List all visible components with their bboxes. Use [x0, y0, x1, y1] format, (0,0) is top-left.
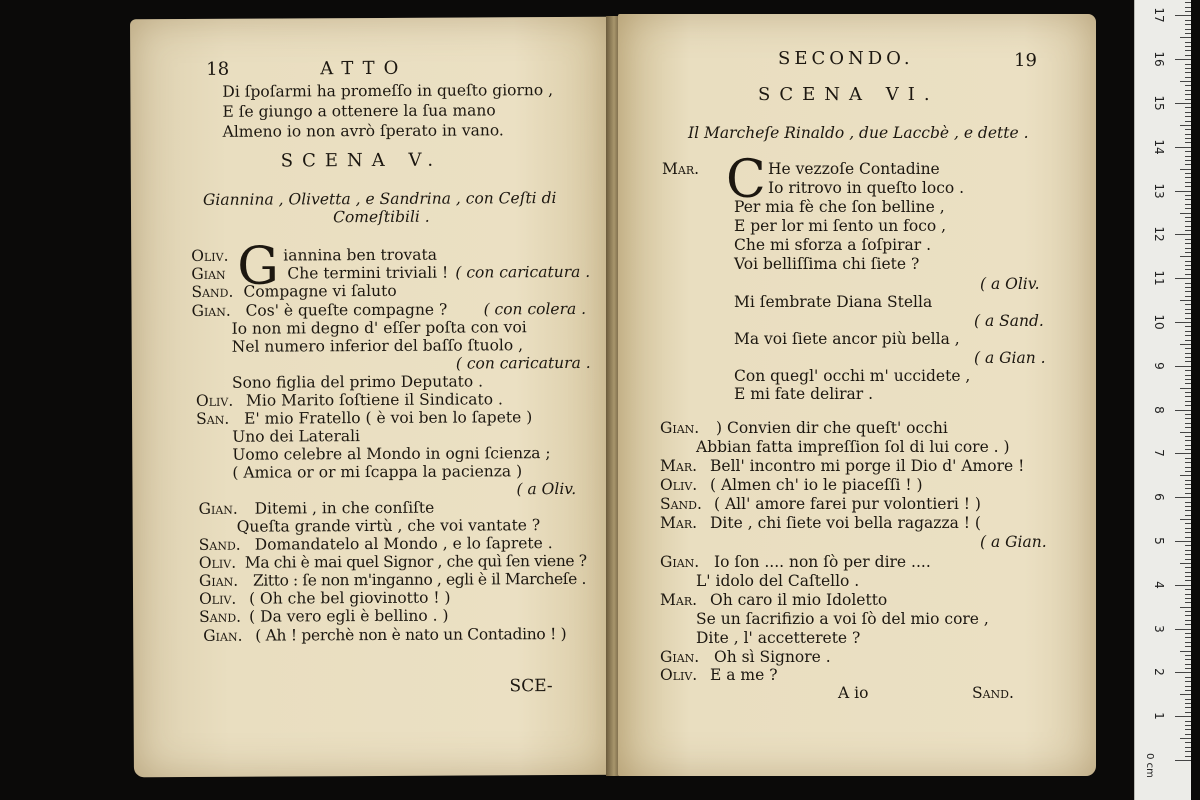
ruler-tick: [1185, 182, 1191, 183]
ruler-tick: [1185, 121, 1191, 122]
stage-direction: ( a Gian.: [980, 533, 1047, 551]
speaker: Gian.: [203, 626, 243, 645]
ruler-number: 16: [1152, 51, 1166, 67]
ruler-tick: [1185, 68, 1191, 69]
ruler-tick: [1185, 50, 1191, 51]
ruler-tick: [1185, 751, 1191, 752]
ruler-tick: [1185, 142, 1191, 143]
ruler-tick: [1185, 283, 1191, 284]
ruler-tick: [1185, 173, 1191, 174]
ruler-tick: [1175, 366, 1191, 367]
ruler-tick: [1185, 204, 1191, 205]
ruler-number: 4: [1152, 580, 1166, 589]
ruler-tick: [1180, 125, 1191, 126]
ruler-tick: [1185, 177, 1191, 178]
ruler-tick: [1185, 677, 1191, 678]
ruler-tick: [1185, 112, 1191, 113]
dialogue-line: ( Ah ! perchè non è nato un Contadino ! ): [255, 624, 567, 645]
ruler-tick: [1185, 510, 1191, 511]
speaker: Gian.: [660, 648, 700, 666]
dialogue-line: Ma chi è mai quel Signor , che quì ſen viene ?: [244, 551, 587, 572]
stage-direction: ( con caricatura .: [455, 353, 591, 373]
ruler-tick: [1185, 217, 1191, 218]
ruler-tick: [1185, 488, 1191, 489]
ruler-tick: [1180, 388, 1191, 389]
speaker: Oliv.: [195, 391, 234, 410]
ruler-tick: [1185, 2, 1191, 3]
dialogue-line: E' mio Fratello ( è voi ben lo ſapete ): [244, 408, 533, 428]
ruler-tick: [1185, 287, 1191, 288]
ruler-tick: [1185, 370, 1191, 371]
ruler-tick: [1185, 353, 1191, 354]
dialogue-line: Dite , l' accetterete ?: [696, 629, 861, 647]
ruler-tick: [1185, 712, 1191, 713]
ruler-tick: [1185, 274, 1191, 275]
dialogue-line: ( Almen ch' io le piaceſſi ! ): [710, 476, 923, 494]
ruler-tick: [1185, 134, 1191, 135]
dialogue-line: Che termini triviali !: [287, 263, 449, 283]
ruler-tick: [1185, 633, 1191, 634]
ruler-tick: [1185, 129, 1191, 130]
ruler-number: 12: [1152, 226, 1166, 243]
ruler-tick: [1185, 401, 1191, 402]
ruler-number: 6: [1152, 493, 1166, 501]
ruler-tick: [1175, 322, 1191, 323]
drop-cap: C: [726, 150, 766, 210]
ruler-tick: [1180, 563, 1191, 564]
ruler-number: 14: [1152, 139, 1166, 155]
ruler-tick: [1185, 449, 1191, 450]
ruler-tick: [1185, 703, 1191, 704]
dialogue-line: iannina ben trovata: [283, 245, 438, 265]
ruler-tick: [1185, 642, 1191, 643]
ruler-tick: [1180, 213, 1191, 214]
dialogue-line: Se un ſacrifizio a voi ſò del mio core ,: [696, 610, 989, 628]
ruler-number: 17: [1152, 7, 1166, 24]
dialogue-line: ( Da vero egli è bellino . ): [249, 606, 449, 626]
left-page: [130, 17, 614, 778]
scene-cast: Comeſtibili .: [333, 207, 430, 227]
dialogue-line: Cos' è queſte compagne ?: [245, 300, 448, 320]
stage-direction: ( con caricatura .: [455, 262, 591, 282]
dialogue-line: Con quegl' occhi m' uccidete ,: [734, 367, 971, 385]
speaker: Mar.: [662, 160, 700, 178]
ruler-tick: [1185, 747, 1191, 748]
ruler-tick: [1180, 651, 1191, 652]
ruler-tick: [1185, 664, 1191, 665]
dialogue-line: Queſta grande virtù , che voi vantate ?: [236, 516, 541, 536]
measurement-ruler: [1134, 0, 1191, 800]
speaker: Sand.: [660, 495, 702, 513]
page-number-right: 19: [1014, 50, 1037, 71]
ruler-tick: [1175, 629, 1191, 630]
ruler-tick: [1185, 681, 1191, 682]
ruler-tick: [1185, 107, 1191, 108]
dialogue-line: L' idolo del Caſtello .: [696, 572, 860, 590]
ruler-tick: [1185, 29, 1191, 30]
ruler-tick: [1185, 199, 1191, 200]
ruler-tick: [1185, 269, 1191, 270]
ruler-tick: [1185, 156, 1191, 157]
ruler-tick: [1185, 458, 1191, 459]
ruler-tick: [1185, 572, 1191, 573]
ruler-tick: [1180, 519, 1191, 520]
dialogue-line: Uomo celebre al Mondo in ogni ſcienza ;: [232, 444, 551, 464]
ruler-tick: [1185, 46, 1191, 47]
ruler-tick: [1185, 94, 1191, 95]
dialogue-line: Dite , chi ſiete voi bella ragazza ! (: [710, 514, 981, 532]
ruler-tick: [1185, 699, 1191, 700]
ruler-tick: [1185, 690, 1191, 691]
ruler-tick: [1175, 103, 1191, 104]
speaker: Mar.: [660, 457, 698, 475]
dialogue-line: Io ſon .... non ſò per dire ....: [714, 553, 931, 571]
ruler-tick: [1175, 497, 1191, 498]
speaker: Sand.: [191, 282, 234, 301]
ruler-tick: [1185, 624, 1191, 625]
ruler-tick: [1185, 598, 1191, 599]
ruler-tick: [1185, 440, 1191, 441]
ruler-tick: [1175, 453, 1191, 454]
dialogue-line: ( All' amore farei pur volontieri ! ): [714, 495, 981, 513]
verse-line: Almeno io non avrò ſperato in vano.: [222, 121, 504, 141]
running-head-right: SECONDO.: [778, 48, 914, 69]
dialogue-line: E a me ?: [710, 666, 778, 684]
ruler-tick: [1185, 248, 1191, 249]
ruler-tick: [1185, 725, 1191, 726]
ruler-number: 15: [1152, 95, 1166, 111]
ruler-tick: [1185, 265, 1191, 266]
dialogue-line: Zitto : ſe non m'inganno , egli è il Marcheſe .: [252, 569, 587, 590]
ruler-tick: [1185, 742, 1191, 743]
ruler-tick: [1185, 243, 1191, 244]
ruler-tick: [1185, 20, 1191, 21]
ruler-number: 3: [1152, 624, 1166, 633]
speaker: Gian.: [660, 553, 700, 571]
drop-cap: G: [237, 236, 280, 297]
ruler-tick: [1175, 234, 1191, 235]
dialogue-line: ( Amica or or mi ſcappa la pacienza ): [232, 462, 523, 482]
ruler-tick: [1185, 462, 1191, 463]
speaker: San.: [196, 409, 230, 428]
speaker: Gian.: [660, 419, 700, 437]
scene-title-right: SCENA VI.: [758, 84, 939, 105]
ruler-tick: [1185, 42, 1191, 43]
ruler-number: 7: [1152, 449, 1166, 458]
speaker: Sand.: [199, 607, 242, 626]
ruler-tick: [1185, 340, 1191, 341]
ruler-tick: [1185, 545, 1191, 546]
ruler-tick: [1185, 532, 1191, 533]
dialogue-line: Oh sì Signore .: [714, 648, 831, 666]
ruler-tick: [1185, 230, 1191, 231]
scene-cast: Giannina , Olivetta , e Sandrina , con Ceſti di: [202, 189, 557, 209]
ruler-tick: [1175, 541, 1191, 542]
ruler-tick: [1185, 523, 1191, 524]
ruler-tick: [1185, 550, 1191, 551]
ruler-tick: [1185, 90, 1191, 91]
dialogue-line: Per mia fè che ſon belline ,: [734, 198, 945, 216]
ruler-tick: [1185, 580, 1191, 581]
ruler-tick: [1185, 405, 1191, 406]
ruler-tick: [1185, 296, 1191, 297]
speaker: Oliv.: [198, 553, 237, 572]
ruler-tick: [1175, 585, 1191, 586]
ruler-number: 10: [1152, 314, 1166, 330]
ruler-tick: [1185, 99, 1191, 100]
ruler-tick: [1180, 738, 1191, 739]
ruler-tick: [1185, 427, 1191, 428]
ruler-tick: [1185, 467, 1191, 468]
ruler-tick: [1185, 418, 1191, 419]
ruler-tick: [1180, 37, 1191, 38]
ruler-tick: [1175, 760, 1191, 761]
ruler-tick: [1185, 659, 1191, 660]
ruler-tick: [1185, 480, 1191, 481]
ruler-tick: [1185, 33, 1191, 34]
stage-direction: ( a Oliv.: [516, 479, 577, 499]
ruler-tick: [1185, 383, 1191, 384]
speaker: Gian.: [198, 499, 238, 518]
ruler-tick: [1185, 589, 1191, 590]
dialogue-line: Domandatelo al Mondo , e lo ſaprete .: [254, 534, 553, 554]
dialogue-line: ( Oh che bel giovinotto ! ): [249, 588, 451, 608]
ruler-tick: [1185, 392, 1191, 393]
ruler-tick: [1185, 602, 1191, 603]
ruler-tick: [1185, 160, 1191, 161]
ruler-tick: [1185, 646, 1191, 647]
ruler-tick: [1185, 116, 1191, 117]
running-head-left: ATTO: [320, 57, 408, 80]
ruler-tick: [1180, 432, 1191, 433]
speaker: Oliv.: [660, 476, 698, 494]
ruler-number: 11: [1152, 270, 1166, 286]
ruler-tick: [1185, 261, 1191, 262]
ruler-tick: [1185, 375, 1191, 376]
ruler-number: 13: [1152, 182, 1166, 199]
ruler-number: 5: [1152, 537, 1166, 545]
ruler-tick: [1185, 637, 1191, 638]
ruler-tick: [1185, 357, 1191, 358]
dialogue-line: Abbian fatta impreſſion ſol di lui core . ): [696, 438, 1010, 456]
ruler-tick: [1185, 655, 1191, 656]
ruler-tick: [1180, 344, 1191, 345]
ruler-tick: [1185, 506, 1191, 507]
dialogue-line: Uno dei Laterali: [232, 427, 361, 446]
ruler-tick: [1175, 59, 1191, 60]
ruler-tick: [1185, 164, 1191, 165]
scene-cast: Il Marcheſe Rinaldo , due Laccbè , e dette .: [688, 124, 1029, 142]
verse-line: Di ſpoſarmi ha promeſſo in queſto giorno ,: [222, 81, 554, 101]
ruler-tick: [1185, 721, 1191, 722]
ruler-tick: [1185, 226, 1191, 227]
dialogue-line: Ditemi , in che conſiſte: [254, 498, 435, 518]
speaker: Oliv.: [191, 246, 229, 265]
ruler-tick: [1185, 528, 1191, 529]
ruler-tick: [1185, 348, 1191, 349]
stage-direction: ( a Sand.: [974, 312, 1044, 330]
ruler-tick: [1185, 291, 1191, 292]
ruler-tick: [1185, 221, 1191, 222]
ruler-tick: [1175, 410, 1191, 411]
ruler-tick: [1185, 55, 1191, 56]
ruler-tick: [1175, 672, 1191, 673]
dialogue-line: Compagne vi ſaluto: [243, 281, 397, 301]
ruler-tick: [1185, 326, 1191, 327]
ruler-tick: [1185, 64, 1191, 65]
ruler-tick: [1185, 195, 1191, 196]
ruler-tick: [1185, 620, 1191, 621]
ruler-tick: [1185, 729, 1191, 730]
dialogue-line: Nel numero inferior del baſſo ſtuolo ,: [231, 336, 524, 356]
ruler-tick: [1185, 252, 1191, 253]
ruler-tick: [1185, 138, 1191, 139]
ruler-tick: [1185, 208, 1191, 209]
ruler-tick: [1185, 668, 1191, 669]
ruler-tick: [1185, 756, 1191, 757]
ruler-tick: [1185, 423, 1191, 424]
ruler-tick: [1185, 313, 1191, 314]
ruler-tick: [1175, 15, 1191, 16]
ruler-unit-label: 0 cm: [1143, 753, 1155, 778]
ruler-tick: [1185, 379, 1191, 380]
ruler-tick: [1185, 396, 1191, 397]
dialogue-line: Io ritrovo in queſto loco .: [768, 179, 965, 197]
speaker: Mar.: [660, 514, 698, 532]
ruler-tick: [1180, 694, 1191, 695]
ruler-tick: [1175, 147, 1191, 148]
catchword: A io: [838, 684, 869, 702]
dialogue-line: E mi fate delirar .: [734, 385, 874, 403]
dialogue-line: Bell' incontro mi porge il Dio d' Amore !: [710, 457, 1025, 475]
ruler-tick: [1185, 567, 1191, 568]
ruler-tick: [1185, 686, 1191, 687]
ruler-tick: [1185, 554, 1191, 555]
ruler-tick: [1175, 191, 1191, 192]
ruler-tick: [1185, 734, 1191, 735]
stage-direction: ( a Gian .: [974, 349, 1046, 367]
speaker: Gian.: [198, 571, 239, 590]
ruler-tick: [1180, 81, 1191, 82]
dialogue-line: Che mi sforza a ſoſpirar .: [734, 236, 932, 254]
ruler-tick: [1185, 186, 1191, 187]
right-page: [618, 14, 1096, 776]
dialogue-line: Sono figlia del primo Deputato .: [231, 372, 484, 392]
ruler-tick: [1185, 445, 1191, 446]
dialogue-line: ) Convien dir che queſt' occhi: [716, 419, 948, 437]
ruler-tick: [1185, 615, 1191, 616]
ruler-tick: [1185, 151, 1191, 152]
ruler-tick: [1185, 537, 1191, 538]
ruler-tick: [1185, 493, 1191, 494]
ruler-tick: [1185, 436, 1191, 437]
ruler-tick: [1180, 607, 1191, 608]
ruler-tick: [1185, 309, 1191, 310]
ruler-tick: [1185, 484, 1191, 485]
ruler-tick: [1185, 515, 1191, 516]
speaker: Oliv.: [199, 589, 237, 608]
ruler-tick: [1180, 300, 1191, 301]
scene-title-left: SCENA V.: [280, 149, 443, 172]
speaker: Oliv.: [660, 666, 698, 684]
stage-direction: ( con colera .: [483, 299, 587, 319]
ruler-tick: [1185, 559, 1191, 560]
ruler-tick: [1175, 278, 1191, 279]
verse-line: E ſe giungo a ottenere la ſua mano: [222, 101, 496, 121]
dialogue-line: E per lor mi ſento un foco ,: [734, 217, 947, 235]
ruler-tick: [1185, 7, 1191, 8]
dialogue-line: Voi belliſſima chi ſiete ?: [734, 255, 920, 273]
ruler-tick: [1185, 77, 1191, 78]
dialogue-line: Mi ſembrate Diana Stella: [734, 293, 933, 311]
ruler-tick: [1180, 169, 1191, 170]
dialogue-line: Oh caro il mio Idoletto: [710, 591, 888, 609]
ruler-tick: [1180, 475, 1191, 476]
dialogue-line: He vezzoſe Contadine: [768, 160, 940, 178]
ruler-tick: [1185, 611, 1191, 612]
ruler-tick: [1185, 11, 1191, 12]
speaker: Mar.: [660, 591, 698, 609]
speaker: Sand.: [198, 535, 241, 554]
speaker: Gian.: [191, 301, 231, 320]
ruler-number: 9: [1152, 361, 1166, 370]
catchword: Sand.: [972, 684, 1014, 702]
dialogue-line: Io non mi degno d' eſſer poſta con voi: [231, 318, 527, 338]
ruler-tick: [1185, 414, 1191, 415]
page-number-left: 18: [206, 58, 230, 80]
ruler-tick: [1180, 256, 1191, 257]
catchword: SCE-: [509, 676, 553, 697]
ruler-tick: [1185, 361, 1191, 362]
ruler-tick: [1185, 707, 1191, 708]
ruler-tick: [1185, 576, 1191, 577]
speaker: Gian: [191, 264, 226, 283]
ruler-tick: [1175, 716, 1191, 717]
ruler-tick: [1185, 335, 1191, 336]
ruler-tick: [1185, 331, 1191, 332]
ruler-tick: [1185, 594, 1191, 595]
ruler-tick: [1185, 85, 1191, 86]
ruler-number: 1: [1152, 712, 1166, 720]
ruler-tick: [1185, 318, 1191, 319]
ruler-number: 8: [1152, 405, 1166, 414]
ruler-tick: [1185, 471, 1191, 472]
ruler-tick: [1185, 72, 1191, 73]
ruler-number: 2: [1152, 668, 1166, 677]
ruler-tick: [1185, 239, 1191, 240]
ruler-tick: [1185, 304, 1191, 305]
ruler-tick: [1185, 502, 1191, 503]
dialogue-line: Mio Marito ſoſtiene il Sindicato .: [245, 390, 503, 410]
dialogue-line: Ma voi ſiete ancor più bella ,: [734, 330, 960, 348]
stage-direction: ( a Oliv.: [980, 275, 1040, 293]
ruler-tick: [1185, 24, 1191, 25]
